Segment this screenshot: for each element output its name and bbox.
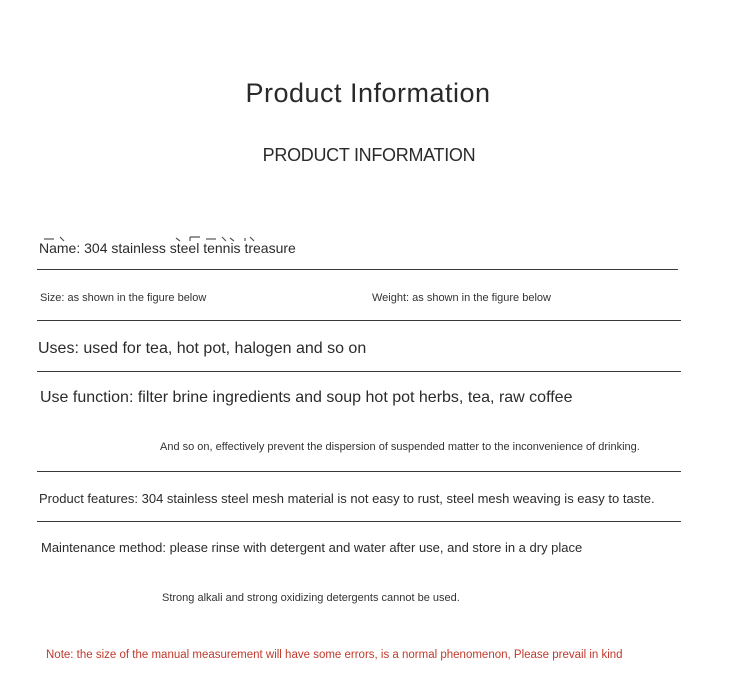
divider: [37, 269, 678, 270]
features-row: Product features: 304 stainless steel mesh material is not easy to rust, steel mesh weaving is easy to taste.: [39, 491, 655, 506]
divider: [37, 320, 681, 321]
weight-row: Weight: as shown in the figure below: [372, 292, 551, 304]
size-row: Size: as shown in the figure below: [40, 292, 207, 304]
divider: [37, 371, 681, 372]
divider: [37, 471, 681, 472]
use-function-continuation: And so on, effectively prevent the dispersion of suspended matter to the inconvenience of drinking.: [160, 441, 640, 453]
maintenance-continuation: Strong alkali and strong oxidizing detergents cannot be used.: [162, 592, 460, 604]
use-function-row: Use function: filter brine ingredients and soup hot pot herbs, tea, raw coffee: [40, 389, 573, 406]
divider: [37, 521, 681, 522]
page-subtitle: PRODUCT INFORMATION: [262, 145, 476, 165]
measurement-note: Note: the size of the manual measurement will have some errors, is a normal phenomenon, Please prevail in kind: [46, 649, 623, 661]
page-title: Product Information: [245, 78, 491, 108]
maintenance-row: Maintenance method: please rinse with detergent and water after use, and store in a dry place: [41, 540, 583, 555]
uses-row: Uses: used for tea, hot pot, halogen and so on: [38, 340, 367, 357]
name-row: Name: 304 stainless steel tennis treasure: [39, 240, 296, 256]
